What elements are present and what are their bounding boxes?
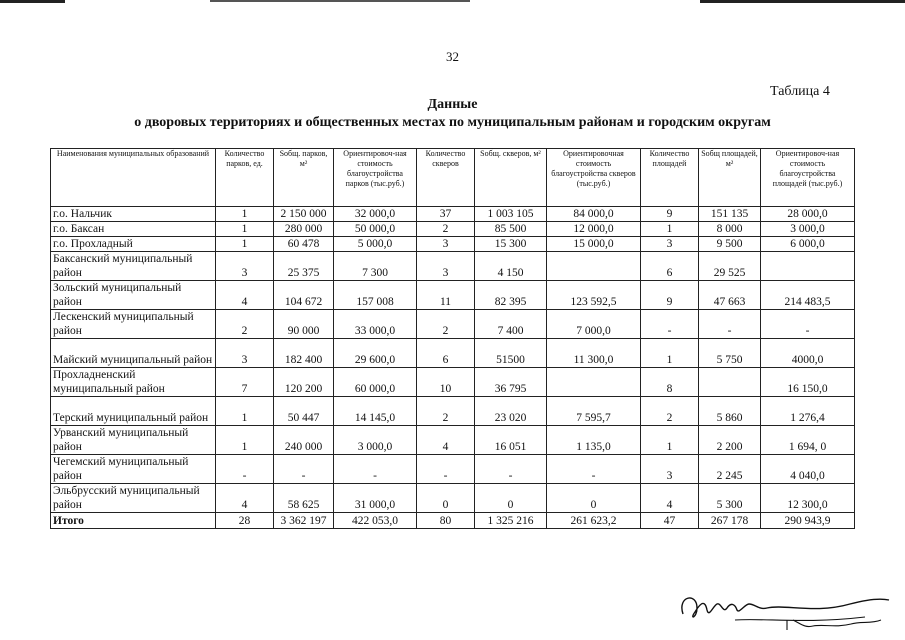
cell: 10 bbox=[417, 368, 475, 397]
cell: 1 135,0 bbox=[547, 426, 641, 455]
cell: 4 bbox=[216, 281, 274, 310]
cell: 3 bbox=[641, 237, 699, 252]
cell: 47 663 bbox=[699, 281, 761, 310]
row-name: Эльбрусский муниципальный район bbox=[51, 484, 216, 513]
total-row bbox=[51, 513, 855, 529]
cell: 12 300,0 bbox=[761, 484, 855, 513]
cell: 240 000 bbox=[274, 426, 334, 455]
cell: 7 bbox=[216, 368, 274, 397]
cell: 151 135 bbox=[699, 207, 761, 222]
cell: 1 bbox=[216, 397, 274, 426]
cell: 37 bbox=[417, 207, 475, 222]
cell: 1 003 105 bbox=[475, 207, 547, 222]
cell: 2 bbox=[417, 397, 475, 426]
cell: 16 150,0 bbox=[761, 368, 855, 397]
cell: 2 245 bbox=[699, 455, 761, 484]
header-cell: Ориентировочная стоимость благоустройства скверов (тыс.руб.) bbox=[547, 149, 641, 207]
header-cell: Ориентировоч-ная стоимость благоустройства парков (тыс.руб.) bbox=[334, 149, 417, 207]
cell: 7 400 bbox=[475, 310, 547, 339]
cell: 1 bbox=[641, 222, 699, 237]
cell: 85 500 bbox=[475, 222, 547, 237]
scan-edge-line bbox=[700, 0, 905, 3]
header-cell: Sобщ. парков, м² bbox=[274, 149, 334, 207]
row-name: Зольский муниципальный район bbox=[51, 281, 216, 310]
cell: - bbox=[216, 455, 274, 484]
cell: 16 051 bbox=[475, 426, 547, 455]
cell: 51500 bbox=[475, 339, 547, 368]
cell: 7 000,0 bbox=[547, 310, 641, 339]
cell: 84 000,0 bbox=[547, 207, 641, 222]
cell: 2 bbox=[417, 222, 475, 237]
cell: 5 300 bbox=[699, 484, 761, 513]
cell: 23 020 bbox=[475, 397, 547, 426]
cell: 3 bbox=[417, 252, 475, 281]
cell: 104 672 bbox=[274, 281, 334, 310]
cell: 28 bbox=[216, 513, 274, 529]
page-number: 32 bbox=[446, 49, 459, 64]
cell bbox=[547, 368, 641, 397]
row-name: Чегемский муниципальный район bbox=[51, 455, 216, 484]
cell: 5 000,0 bbox=[334, 237, 417, 252]
cell: 1 bbox=[216, 207, 274, 222]
cell: 2 200 bbox=[699, 426, 761, 455]
cell: 4 bbox=[216, 484, 274, 513]
table-row bbox=[51, 252, 855, 281]
row-name: Майский муниципальный район bbox=[51, 339, 216, 368]
cell: 29 525 bbox=[699, 252, 761, 281]
cell: 9 bbox=[641, 207, 699, 222]
cell: - bbox=[547, 455, 641, 484]
cell: 3 bbox=[417, 237, 475, 252]
cell: 0 bbox=[475, 484, 547, 513]
cell: 123 592,5 bbox=[547, 281, 641, 310]
cell: 2 bbox=[417, 310, 475, 339]
cell: 82 395 bbox=[475, 281, 547, 310]
cell: 12 000,0 bbox=[547, 222, 641, 237]
row-name: Урванский муниципальный район bbox=[51, 426, 216, 455]
cell: 14 145,0 bbox=[334, 397, 417, 426]
cell: 1 bbox=[641, 426, 699, 455]
handwritten-signature bbox=[675, 584, 895, 634]
header-cell: Количество скверов bbox=[417, 149, 475, 207]
cell: - bbox=[699, 310, 761, 339]
cell: 31 000,0 bbox=[334, 484, 417, 513]
table-row bbox=[51, 222, 855, 237]
header-cell: Sобщ площадей, м² bbox=[699, 149, 761, 207]
row-name: Баксанский муниципальный район bbox=[51, 252, 216, 281]
cell: 11 bbox=[417, 281, 475, 310]
cell bbox=[699, 368, 761, 397]
cell: 4000,0 bbox=[761, 339, 855, 368]
cell: 60 000,0 bbox=[334, 368, 417, 397]
cell: 3 000,0 bbox=[761, 222, 855, 237]
row-name: г.о. Прохладный bbox=[51, 237, 216, 252]
cell: 3 bbox=[641, 455, 699, 484]
cell: 32 000,0 bbox=[334, 207, 417, 222]
cell: 290 943,9 bbox=[761, 513, 855, 529]
table-row bbox=[51, 339, 855, 368]
table-row bbox=[51, 426, 855, 455]
cell: 50 000,0 bbox=[334, 222, 417, 237]
cell: 6 bbox=[417, 339, 475, 368]
cell: 9 bbox=[641, 281, 699, 310]
cell: 5 860 bbox=[699, 397, 761, 426]
header-cell: Количество парков, ед. bbox=[216, 149, 274, 207]
cell: 11 300,0 bbox=[547, 339, 641, 368]
cell: 15 300 bbox=[475, 237, 547, 252]
table-row bbox=[51, 207, 855, 222]
header-cell: Sобщ. скверов, м² bbox=[475, 149, 547, 207]
header-cell: Количество площадей bbox=[641, 149, 699, 207]
cell: 8 000 bbox=[699, 222, 761, 237]
cell: 422 053,0 bbox=[334, 513, 417, 529]
table-row bbox=[51, 484, 855, 513]
cell: 2 bbox=[216, 310, 274, 339]
cell: 157 008 bbox=[334, 281, 417, 310]
total-label: Итого bbox=[51, 513, 216, 529]
cell: 60 478 bbox=[274, 237, 334, 252]
cell: - bbox=[641, 310, 699, 339]
document-title: Данные bbox=[427, 97, 478, 112]
cell: 4 bbox=[641, 484, 699, 513]
cell: 29 600,0 bbox=[334, 339, 417, 368]
data-table bbox=[50, 148, 855, 529]
cell: 50 447 bbox=[274, 397, 334, 426]
cell: 58 625 bbox=[274, 484, 334, 513]
table-row bbox=[51, 455, 855, 484]
cell: 3 362 197 bbox=[274, 513, 334, 529]
cell: 267 178 bbox=[699, 513, 761, 529]
cell: 261 623,2 bbox=[547, 513, 641, 529]
cell: 6 bbox=[641, 252, 699, 281]
cell: 2 bbox=[641, 397, 699, 426]
cell: 1 bbox=[216, 237, 274, 252]
table-header-row bbox=[51, 149, 855, 207]
cell: 33 000,0 bbox=[334, 310, 417, 339]
cell bbox=[761, 252, 855, 281]
cell bbox=[547, 252, 641, 281]
cell: - bbox=[334, 455, 417, 484]
header-cell: Наименования муниципальных образований bbox=[51, 149, 216, 207]
cell: 280 000 bbox=[274, 222, 334, 237]
cell: 4 150 bbox=[475, 252, 547, 281]
cell: 47 bbox=[641, 513, 699, 529]
cell: 80 bbox=[417, 513, 475, 529]
row-name: Лескенский муниципальный район bbox=[51, 310, 216, 339]
cell: 5 750 bbox=[699, 339, 761, 368]
cell: 182 400 bbox=[274, 339, 334, 368]
table-label: Таблица 4 bbox=[770, 84, 830, 99]
cell: 214 483,5 bbox=[761, 281, 855, 310]
cell: 1 325 216 bbox=[475, 513, 547, 529]
table-row bbox=[51, 237, 855, 252]
document-subtitle: о дворовых территориях и общественных местах по муниципальным районам и городским округам bbox=[134, 115, 771, 130]
cell: - bbox=[475, 455, 547, 484]
cell: 28 000,0 bbox=[761, 207, 855, 222]
row-name: Терский муниципальный район bbox=[51, 397, 216, 426]
cell: 3 bbox=[216, 339, 274, 368]
cell: 4 bbox=[417, 426, 475, 455]
cell: 0 bbox=[547, 484, 641, 513]
cell: 25 375 bbox=[274, 252, 334, 281]
cell: - bbox=[417, 455, 475, 484]
cell: 3 bbox=[216, 252, 274, 281]
cell: 8 bbox=[641, 368, 699, 397]
cell: 6 000,0 bbox=[761, 237, 855, 252]
cell: 1 694, 0 bbox=[761, 426, 855, 455]
cell: 0 bbox=[417, 484, 475, 513]
cell: - bbox=[761, 310, 855, 339]
cell: 4 040,0 bbox=[761, 455, 855, 484]
header-cell: Ориентировоч-ная стоимость благоустройства площадей (тыс.руб.) bbox=[761, 149, 855, 207]
table-row bbox=[51, 397, 855, 426]
cell: 7 595,7 bbox=[547, 397, 641, 426]
row-name: Прохладненский муниципальный район bbox=[51, 368, 216, 397]
cell: - bbox=[274, 455, 334, 484]
table-row bbox=[51, 368, 855, 397]
cell: 1 276,4 bbox=[761, 397, 855, 426]
table-row bbox=[51, 310, 855, 339]
cell: 7 300 bbox=[334, 252, 417, 281]
scan-edge-line bbox=[0, 0, 65, 3]
cell: 2 150 000 bbox=[274, 207, 334, 222]
cell: 15 000,0 bbox=[547, 237, 641, 252]
cell: 1 bbox=[641, 339, 699, 368]
scan-edge-line bbox=[210, 0, 470, 2]
table-row bbox=[51, 281, 855, 310]
row-name: г.о. Баксан bbox=[51, 222, 216, 237]
cell: 3 000,0 bbox=[334, 426, 417, 455]
cell: 90 000 bbox=[274, 310, 334, 339]
cell: 1 bbox=[216, 426, 274, 455]
row-name: г.о. Нальчик bbox=[51, 207, 216, 222]
cell: 1 bbox=[216, 222, 274, 237]
cell: 9 500 bbox=[699, 237, 761, 252]
cell: 120 200 bbox=[274, 368, 334, 397]
cell: 36 795 bbox=[475, 368, 547, 397]
